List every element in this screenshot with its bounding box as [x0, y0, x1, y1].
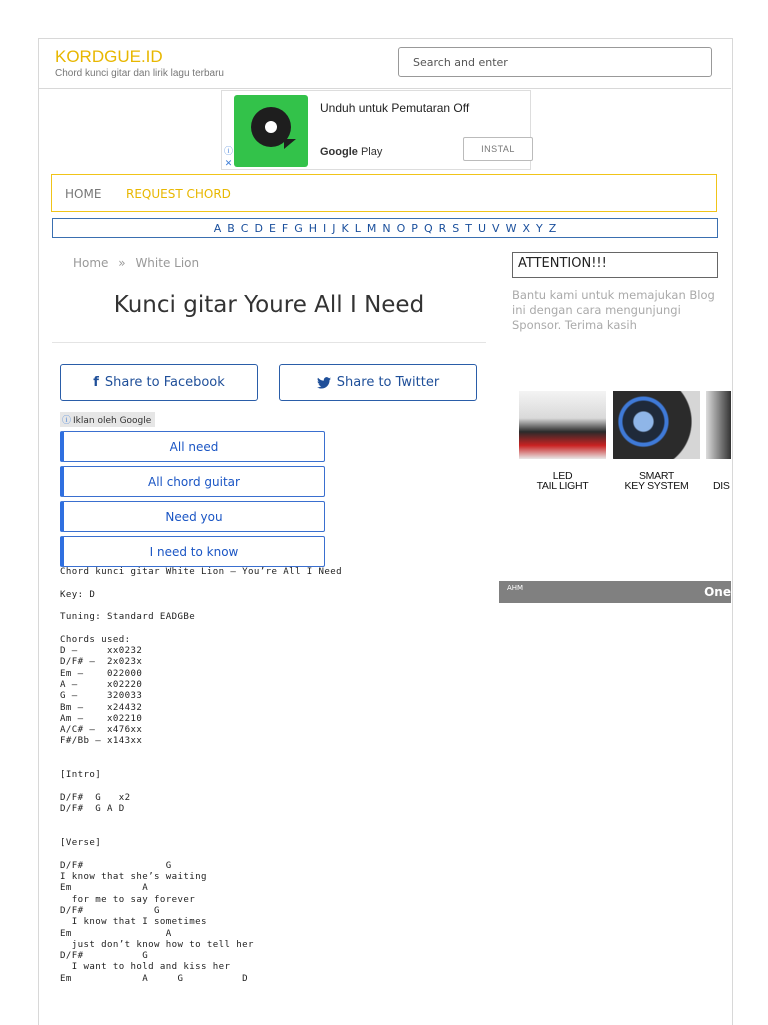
keyword-link[interactable]: Need you: [60, 501, 325, 532]
music-app-icon: [234, 95, 308, 167]
alpha-letter[interactable]: C: [240, 221, 249, 235]
share-twitter-button[interactable]: Share to Twitter: [279, 364, 477, 401]
feature-image[interactable]: [706, 391, 731, 459]
alpha-letter[interactable]: I: [323, 221, 327, 235]
keyword-link[interactable]: All chord guitar: [60, 466, 325, 497]
alpha-letter[interactable]: U: [477, 221, 487, 235]
breadcrumb-current[interactable]: White Lion: [135, 256, 200, 270]
keyword-link[interactable]: All need: [60, 431, 325, 462]
ad-label[interactable]: ⓘ Iklan oleh Google: [60, 412, 155, 427]
alpha-letter[interactable]: H: [308, 221, 318, 235]
smart-key-system-image[interactable]: [613, 391, 700, 459]
alpha-letter[interactable]: Y: [536, 221, 543, 235]
install-button[interactable]: INSTAL: [463, 137, 533, 161]
breadcrumb-home[interactable]: Home: [73, 256, 109, 270]
app-install-ad[interactable]: [221, 90, 531, 170]
share-facebook-button[interactable]: f Share to Facebook: [60, 364, 258, 401]
alpha-letter[interactable]: D: [254, 221, 263, 235]
alpha-letter[interactable]: P: [411, 221, 418, 235]
alpha-letter[interactable]: Q: [423, 221, 433, 235]
main-nav: [51, 174, 717, 212]
alpha-letter[interactable]: N: [382, 221, 391, 235]
feature-label: LED TAIL LIGHT: [536, 470, 589, 492]
ahm-logo: AHM: [507, 584, 524, 592]
info-icon: ⓘ: [62, 416, 72, 426]
feature-label: DIS: [713, 480, 730, 492]
nav-request-chord[interactable]: REQUEST CHORD: [126, 187, 231, 201]
attention-text: Bantu kami untuk memajukan Blog ini dengan cara mengunjungi Sponsor. Terima kasih: [512, 288, 715, 332]
alphabet-index: [52, 218, 718, 238]
adchoices-icon[interactable]: ⓘ ✕: [223, 146, 233, 168]
title-divider: [52, 342, 486, 343]
breadcrumb-separator: »: [118, 256, 126, 270]
alpha-letter[interactable]: G: [294, 221, 303, 235]
feature-label: SMART KEY SYSTEM: [624, 470, 689, 492]
chord-lyrics-text: Chord kunci gitar White Lion – You’re All I Need Key: D Tuning: Standard EADGBe Chords used: D – xx0232 D/F# – 2x023x Em – 022000 A – x02220 G – 320033 Bm – x24432 Am – x02210 A/C# – x476xx F#/Bb – x143xx [Intro] D/F# G x2 D/F# G A D [Verse] D/F# G I know that she’s waiting Em A for me to say forever D/F# G I know that I sometimes Em A just don’t know how to tell her D/F# G I want to hold and kiss her Em A G D: [60, 567, 342, 984]
twitter-icon: [317, 377, 331, 389]
alpha-letter[interactable]: T: [465, 221, 472, 235]
alpha-letter[interactable]: R: [438, 221, 447, 235]
alpha-letter[interactable]: X: [522, 221, 531, 235]
alpha-letter[interactable]: J: [332, 221, 336, 235]
alpha-letter[interactable]: L: [354, 221, 361, 235]
alpha-letter[interactable]: V: [492, 221, 500, 235]
alpha-letter[interactable]: O: [396, 221, 406, 235]
alpha-letter[interactable]: E: [268, 221, 276, 235]
site-header: [38, 38, 731, 89]
alpha-letter[interactable]: W: [505, 221, 517, 235]
nav-home[interactable]: HOME: [65, 187, 102, 201]
site-tagline: Chord kunci gitar dan lirik lagu terbaru: [55, 68, 224, 79]
page-title: Kunci gitar Youre All I Need: [113, 292, 425, 318]
alpha-letter[interactable]: A: [213, 221, 222, 235]
alpha-letter[interactable]: B: [227, 221, 235, 235]
alpha-letter[interactable]: K: [341, 221, 349, 235]
site-logo[interactable]: KORDGUE.ID: [55, 47, 163, 66]
search-input[interactable]: [398, 47, 712, 77]
alpha-letter[interactable]: F: [281, 221, 289, 235]
alpha-letter[interactable]: M: [366, 221, 377, 235]
facebook-icon: f: [93, 375, 99, 390]
led-tail-light-image[interactable]: [519, 391, 606, 459]
breadcrumb: [73, 256, 205, 270]
ad-app-title: Unduh untuk Pemutaran Off: [320, 101, 470, 115]
banner-text: One: [704, 585, 731, 599]
alpha-letter[interactable]: Z: [548, 221, 557, 235]
alpha-letter[interactable]: S: [452, 221, 460, 235]
google-play-label: Google Play: [320, 146, 383, 158]
attention-title: ATTENTION!!!: [512, 252, 718, 278]
keyword-link[interactable]: I need to know: [60, 536, 325, 567]
sponsor-banner[interactable]: [499, 581, 731, 603]
